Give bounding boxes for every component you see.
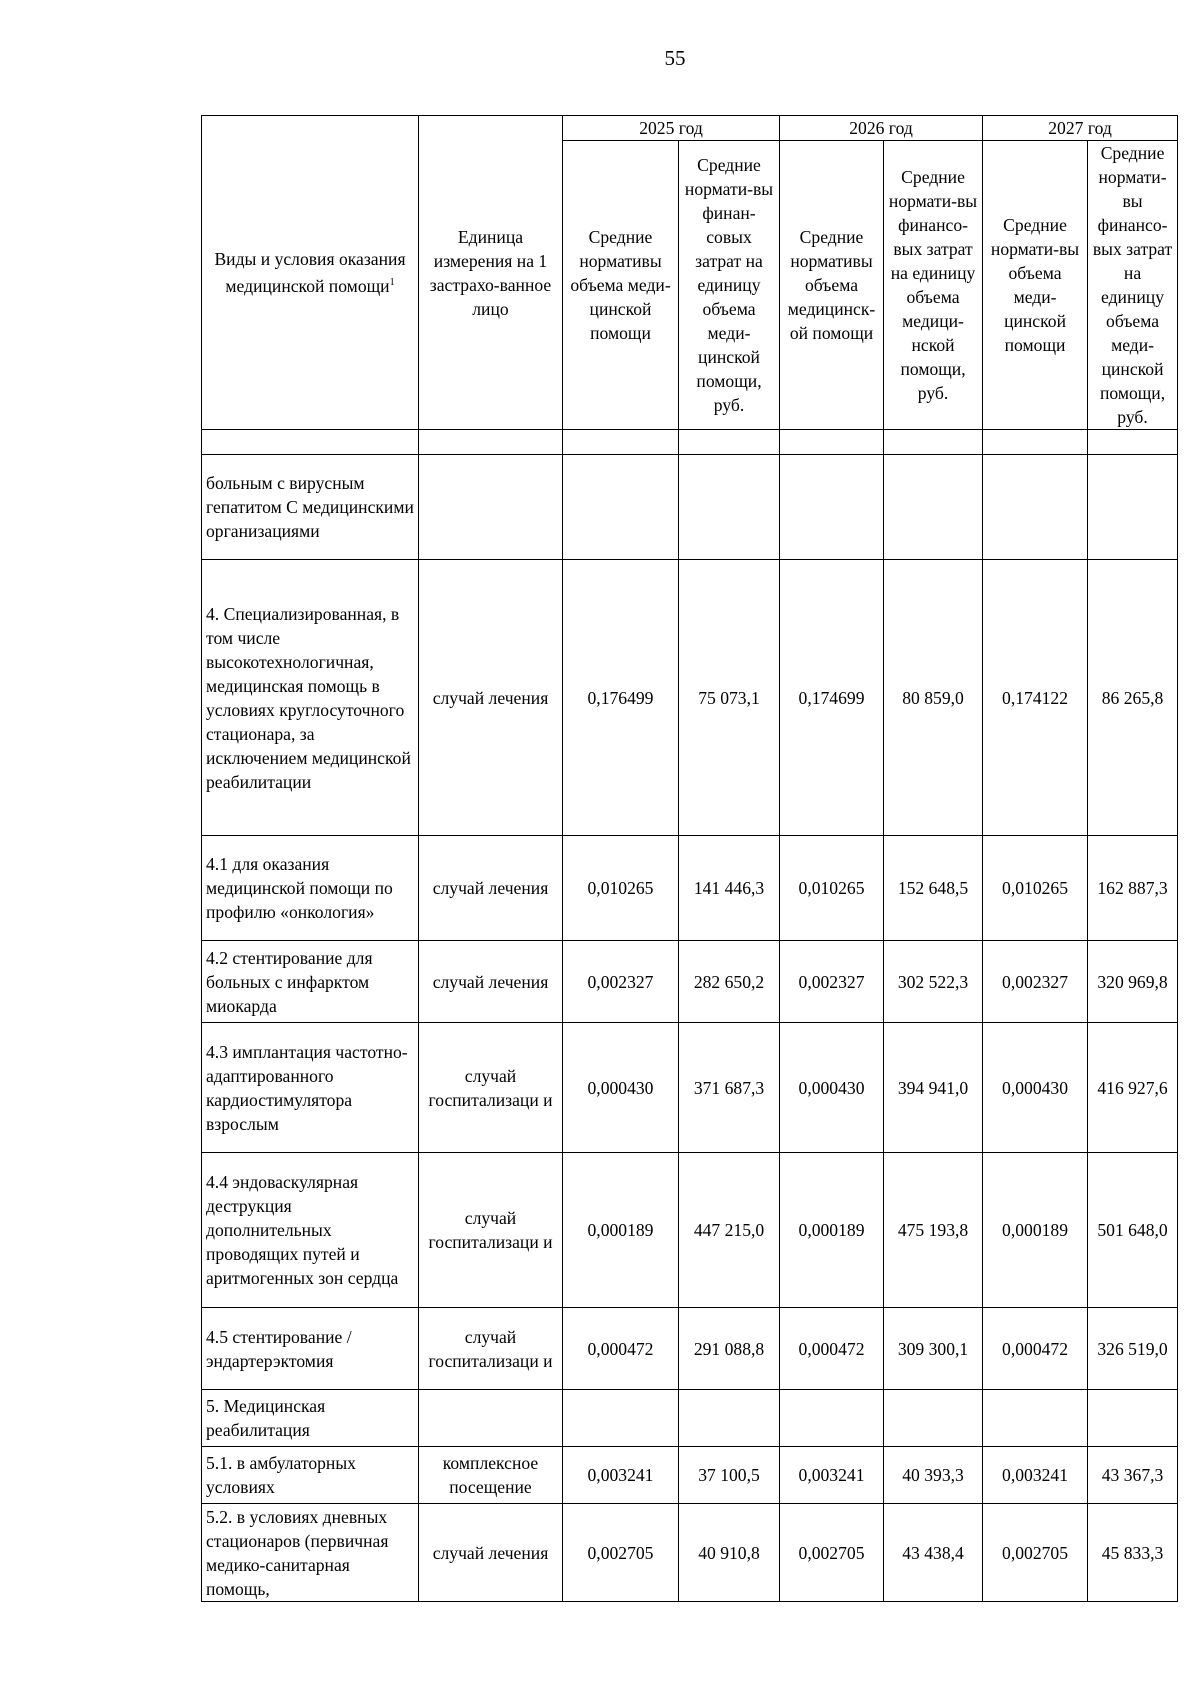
row-cost-2026 [884, 455, 983, 560]
row-unit: случай лечения [419, 560, 563, 836]
row-cost-2027: 86 265,8 [1088, 560, 1178, 836]
row-volume-2027: 0,003241 [983, 1447, 1088, 1504]
row-volume-2027: 0,002327 [983, 941, 1088, 1023]
header-year-2027: 2027 год [983, 116, 1178, 141]
header-2025-volume: Средние нормативы объема меди-цинской помощи [563, 141, 679, 430]
header-2026-volume: Средние нормативы объема медицинск-ой помощи [780, 141, 884, 430]
row-name: 5.1. в амбулаторных условиях [202, 1447, 419, 1504]
row-cost-2027: 416 927,6 [1088, 1023, 1178, 1153]
row-unit: случай лечения [419, 836, 563, 941]
header-row-years [202, 116, 1178, 141]
row-volume-2025: 0,176499 [563, 560, 679, 836]
row-unit: случай лечения [419, 941, 563, 1023]
row-name: 4.4 эндоваскулярная деструкция дополнительных проводящих путей и аритмогенных зон сердца [202, 1153, 419, 1308]
table-row [202, 455, 1178, 560]
header-2025-cost: Средние нормати-вы финан-совых затрат на единицу объема меди-цинской помощи, руб. [679, 141, 780, 430]
row-unit: случай госпитализаци и [419, 1023, 563, 1153]
header-2026-cost: Средние нормати-вы финансо-вых затрат на единицу объема медици-нской помощи, руб. [884, 141, 983, 430]
row-cost-2027: 326 519,0 [1088, 1308, 1178, 1390]
row-cost-2025 [679, 430, 780, 455]
row-volume-2026: 0,174699 [780, 560, 884, 836]
row-cost-2027 [1088, 1390, 1178, 1447]
row-cost-2027 [1088, 455, 1178, 560]
row-unit [419, 430, 563, 455]
row-cost-2025: 447 215,0 [679, 1153, 780, 1308]
row-name: 4.2 стентирование для больных с инфарктом миокарда [202, 941, 419, 1023]
table-row [202, 836, 1178, 941]
row-volume-2027 [983, 430, 1088, 455]
table-row [202, 1153, 1178, 1308]
row-volume-2027: 0,010265 [983, 836, 1088, 941]
row-volume-2025 [563, 430, 679, 455]
row-volume-2027 [983, 1390, 1088, 1447]
row-volume-2026 [780, 430, 884, 455]
row-cost-2027 [1088, 430, 1178, 455]
row-volume-2025: 0,002327 [563, 941, 679, 1023]
row-cost-2025: 37 100,5 [679, 1447, 780, 1504]
table-row [202, 1447, 1178, 1504]
row-name: 4.1 для оказания медицинской помощи по профилю «онкология» [202, 836, 419, 941]
row-name: больным с вирусным гепатитом С медицинскими организациями [202, 455, 419, 560]
row-cost-2026: 80 859,0 [884, 560, 983, 836]
row-cost-2026: 475 193,8 [884, 1153, 983, 1308]
table-row [202, 1504, 1178, 1602]
row-name: 5.2. в условиях дневных стационаров (первичная медико-санитарная помощь, [202, 1504, 419, 1602]
row-cost-2025: 75 073,1 [679, 560, 780, 836]
row-cost-2026: 302 522,3 [884, 941, 983, 1023]
row-name: 4. Специализированная, в том числе высокотехнологичная, медицинская помощь в условиях круглосуточного стационара, за исключением медицинской реабилитации [202, 560, 419, 836]
row-volume-2027: 0,174122 [983, 560, 1088, 836]
row-cost-2027: 162 887,3 [1088, 836, 1178, 941]
row-cost-2025: 282 650,2 [679, 941, 780, 1023]
table-row [202, 941, 1178, 1023]
row-cost-2025: 141 446,3 [679, 836, 780, 941]
table-row [202, 430, 1178, 455]
row-volume-2025 [563, 1390, 679, 1447]
row-volume-2026: 0,000430 [780, 1023, 884, 1153]
row-cost-2027: 45 833,3 [1088, 1504, 1178, 1602]
row-volume-2026 [780, 1390, 884, 1447]
row-volume-2027: 0,000472 [983, 1308, 1088, 1390]
row-volume-2027: 0,000189 [983, 1153, 1088, 1308]
row-volume-2025: 0,002705 [563, 1504, 679, 1602]
row-volume-2026: 0,002327 [780, 941, 884, 1023]
row-volume-2026: 0,003241 [780, 1447, 884, 1504]
row-cost-2027: 320 969,8 [1088, 941, 1178, 1023]
footnote-marker: 1 [389, 277, 395, 289]
row-cost-2027: 501 648,0 [1088, 1153, 1178, 1308]
row-cost-2025: 40 910,8 [679, 1504, 780, 1602]
row-cost-2026: 394 941,0 [884, 1023, 983, 1153]
standards-table [201, 115, 1178, 1602]
row-unit: случай госпитализаци и [419, 1308, 563, 1390]
page-number: 55 [664, 46, 686, 70]
row-cost-2025: 291 088,8 [679, 1308, 780, 1390]
row-unit: комплексное посещение [419, 1447, 563, 1504]
row-volume-2026: 0,010265 [780, 836, 884, 941]
row-volume-2025: 0,010265 [563, 836, 679, 941]
row-cost-2026: 43 438,4 [884, 1504, 983, 1602]
row-name: 4.5 стентирование / эндартерэктомия [202, 1308, 419, 1390]
row-unit [419, 1390, 563, 1447]
row-cost-2025 [679, 1390, 780, 1447]
row-cost-2026: 40 393,3 [884, 1447, 983, 1504]
row-volume-2026 [780, 455, 884, 560]
row-volume-2026: 0,002705 [780, 1504, 884, 1602]
row-cost-2025: 371 687,3 [679, 1023, 780, 1153]
table-row [202, 1390, 1178, 1447]
row-volume-2027: 0,002705 [983, 1504, 1088, 1602]
table-row [202, 1023, 1178, 1153]
header-2027-volume: Средние нормати-вы объема меди-цинской помощи [983, 141, 1088, 430]
row-volume-2027 [983, 455, 1088, 560]
row-cost-2026: 309 300,1 [884, 1308, 983, 1390]
row-cost-2026: 152 648,5 [884, 836, 983, 941]
row-unit [419, 455, 563, 560]
row-volume-2026: 0,000189 [780, 1153, 884, 1308]
table-row [202, 1308, 1178, 1390]
row-volume-2025: 0,003241 [563, 1447, 679, 1504]
row-volume-2027: 0,000430 [983, 1023, 1088, 1153]
row-cost-2025 [679, 455, 780, 560]
row-cost-2027: 43 367,3 [1088, 1447, 1178, 1504]
header-kind-conditions: Виды и условия оказания медицинской помощи$^1$ [202, 116, 419, 430]
row-volume-2026: 0,000472 [780, 1308, 884, 1390]
header-year-2025: 2025 год [563, 116, 780, 141]
row-cost-2026 [884, 1390, 983, 1447]
row-name: 5. Медицинская реабилитация [202, 1390, 419, 1447]
row-unit: случай госпитализаци и [419, 1153, 563, 1308]
header-year-2026: 2026 год [780, 116, 983, 141]
row-volume-2025: 0,000472 [563, 1308, 679, 1390]
row-name: 4.3 имплантация частотно-адаптированного кардиостимулятора взрослым [202, 1023, 419, 1153]
table-row [202, 560, 1178, 836]
row-cost-2026 [884, 430, 983, 455]
row-unit: случай лечения [419, 1504, 563, 1602]
header-unit: Единица измерения на 1 застрахо-ванное лицо [419, 116, 563, 430]
row-volume-2025: 0,000189 [563, 1153, 679, 1308]
header-2027-cost: Средние нормати-вы финансо-вых затрат на единицу объема меди-цинской помощи, руб. [1088, 141, 1178, 430]
row-volume-2025: 0,000430 [563, 1023, 679, 1153]
row-volume-2025 [563, 455, 679, 560]
row-name [202, 430, 419, 455]
